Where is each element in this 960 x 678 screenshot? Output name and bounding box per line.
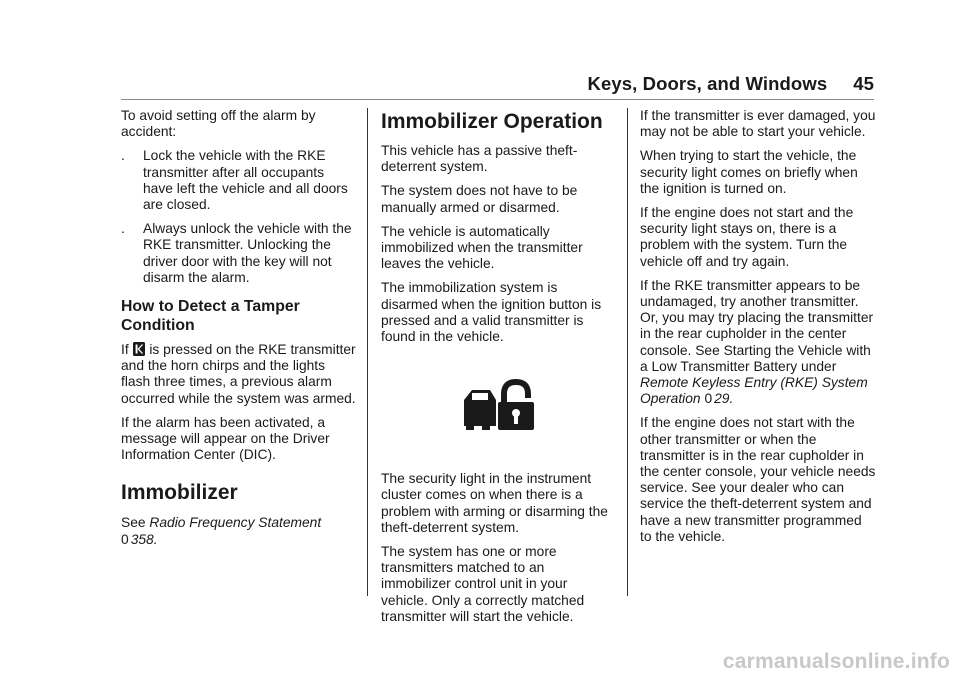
tamper-rest: is pressed on the RKE transmitter and the horn chirps and the lights flash three times, a previous alarm occurred while the system was armed. xyxy=(121,342,356,406)
bullet-text: Always unlock the vehicle with the RKE transmitter. Unlocking the driver door with the key will not disarm the alarm. xyxy=(143,221,352,285)
reference-link[interactable]: Remote Keyless Entry (RKE) System Operation xyxy=(640,375,868,407)
bullet-symbol: . xyxy=(121,221,125,237)
paragraph: The system has one or more transmitters matched to an immobilizer control unit in your vehicle. Only a correctly matched transmitter will start the vehicle. xyxy=(381,544,585,624)
paragraph: This vehicle has a passive theft-deterrent system. xyxy=(381,143,578,175)
bullet-item xyxy=(121,221,357,286)
paragraph: The security light in the instrument cluster comes on when there is a problem with arming or disarming the theft-deterrent system. xyxy=(381,471,608,535)
reference-page[interactable]: 358 xyxy=(130,531,154,547)
page-number: 45 xyxy=(853,73,874,94)
page-ref-icon: 0 xyxy=(121,531,129,547)
see-reference: See Radio Frequency Statement 0 358. xyxy=(121,515,322,547)
paragraph: The vehicle is automatically immobilized when the transmitter leaves the vehicle. xyxy=(381,223,583,272)
immobilizer-operation-heading: Immobilizer Operation xyxy=(381,110,603,133)
column-divider-1 xyxy=(367,108,368,596)
security-light-figure xyxy=(381,353,616,459)
paragraph: The system does not have to be manually armed or disarmed. xyxy=(381,183,578,215)
panic-button-icon xyxy=(133,342,145,356)
bullet-text: Lock the vehicle with the RKE transmitter after all occupants have left the vehicle and all doors are closed. xyxy=(143,148,348,213)
column-divider-2 xyxy=(627,108,628,596)
tamper-paragraph xyxy=(121,342,357,407)
column-1 xyxy=(121,108,357,556)
header-rule xyxy=(121,99,874,100)
alarm-intro: To avoid setting off the alarm by accident: xyxy=(121,108,316,140)
paragraph: If the engine does not start with the other transmitter or when the transmitter is in the rear cupholder in the center console, your vehicle needs service. See your dealer who can service the theft-deterrent system and have a new transmitter programmed to the vehicle. xyxy=(640,415,876,544)
reference-page[interactable]: 29 xyxy=(714,391,730,407)
paragraph: If the engine does not start and the security light stays on, there is a problem with the system. Turn the vehicle off and try again. xyxy=(640,205,854,269)
running-header xyxy=(588,73,874,95)
paragraph: The immobilization system is disarmed when the ignition button is pressed and a valid transmitter is found in the vehicle. xyxy=(381,280,602,345)
page-ref-icon: 0 xyxy=(704,391,713,407)
reference-link[interactable]: Radio Frequency Statement xyxy=(149,515,322,531)
paragraph: When trying to start the vehicle, the security light comes on briefly when the ignition is turned on. xyxy=(640,148,858,196)
immobilizer-heading: Immobilizer xyxy=(121,481,238,505)
column-3 xyxy=(640,108,876,553)
paragraph: If the transmitter is ever damaged, you may not be able to start your vehicle. xyxy=(640,108,876,140)
tamper-paragraph-2: If the alarm has been activated, a message will appear on the Driver Information Center (DIC). xyxy=(121,414,330,463)
watermark: carmanualsonline.info xyxy=(722,650,950,673)
column-2 xyxy=(381,108,616,633)
bullet-item xyxy=(121,148,357,213)
see-label: See xyxy=(121,515,146,531)
security-light-icon xyxy=(460,378,538,434)
bullet-symbol: . xyxy=(121,148,125,164)
section-title: Keys, Doors, and Windows xyxy=(587,73,828,94)
rke-text: If the RKE transmitter appears to be undamaged, try another transmitter. Or, you may try placing the transmitter in the rear cupholder in the center console. See Starting the Vehicle with a Low Transmitter Battery under xyxy=(640,277,874,374)
tamper-prefix: If xyxy=(121,342,129,358)
tamper-heading: How to Detect a Tamper Condition xyxy=(121,298,300,334)
rke-paragraph: If the RKE transmitter appears to be undamaged, try another transmitter. Or, you may try placing the transmitter in the rear cupholder in the center console. See Starting the Vehicle with a Low Transmitter Battery under Remote Keyless Entry (RKE) System Operation 0 29. xyxy=(640,277,874,407)
